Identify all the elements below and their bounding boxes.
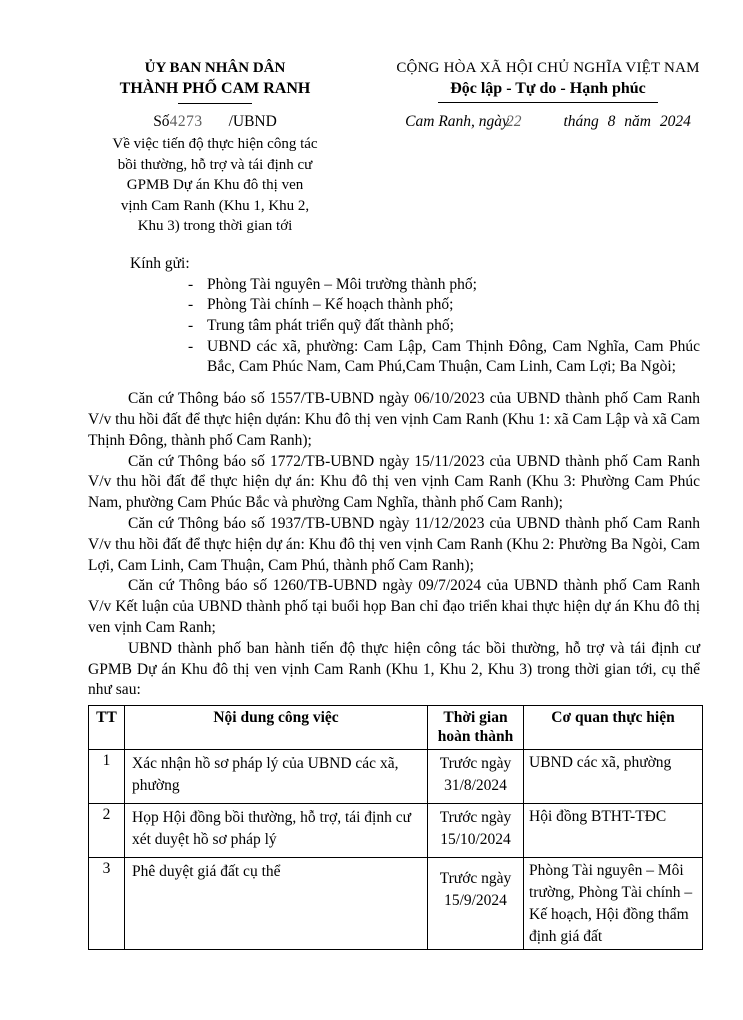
recipient-text: Phòng Tài chính – Kế hoạch thành phố; [207, 296, 454, 314]
header-divider-left [178, 103, 252, 104]
recipient-item [88, 337, 700, 378]
list-dash: - [188, 296, 194, 314]
document-number-prefix: Số [153, 113, 170, 130]
legal-basis-paragraph: Căn cứ Thông báo số 1937/TB-UBND ngày 11/12/2023 của UBND thành phố Cam Ranh V/v thu hồi đất để thực hiện dự án: Khu đô thị ven vịnh Cam Ranh (Khu 2: Phường Ba Ngòi, Cam Lợi, Cam Linh, Cam Thuận, Cam Phú, thành phố Cam Ranh); [88, 514, 700, 574]
document-number-line [62, 111, 368, 132]
recipient-item [88, 275, 700, 296]
issuing-authority-city: THÀNH PHỐ CAM RANH [119, 80, 311, 97]
list-dash: - [188, 317, 194, 335]
table-row [89, 804, 703, 858]
recipient-item [88, 316, 700, 337]
place-date-line [372, 111, 724, 132]
cell-tt: 2 [89, 804, 125, 858]
body-paragraphs [88, 389, 700, 701]
legal-basis-paragraph: Căn cứ Thông báo số 1772/TB-UBND ngày 15/11/2023 của UBND thành phố Cam Ranh V/v thu hồi đất để thực hiện dự án: Khu đô thị ven vịnh Cam Ranh (Khu 3: Phường Cam Phúc Nam, phường Cam Phúc Bắc và phường Cam Nghĩa, thành phố Cam Ranh); [88, 452, 700, 512]
date-stamp: 22 [505, 113, 522, 130]
column-header-deadline: Thời gian hoàn thành [428, 706, 524, 750]
recipient-text: Trung tâm phát triển quỹ đất thành phố; [207, 317, 454, 335]
cell-agency: Phòng Tài nguyên – Môi trường, Phòng Tài chính – Kế hoạch, Hội đồng thẩm định giá đất [524, 858, 703, 950]
cell-tt: 1 [89, 750, 125, 804]
cell-deadline: Trước ngày 31/8/2024 [428, 750, 524, 804]
national-header-block [372, 58, 724, 237]
issuing-authority-block [62, 58, 368, 237]
cell-deadline: Trước ngày 15/9/2024 [428, 858, 524, 950]
salutation-label: Kính gửi: [130, 254, 190, 272]
header-divider-right [438, 102, 658, 103]
column-header-task: Nội dung công việc [125, 706, 428, 750]
legal-basis-paragraph: Căn cứ Thông báo số 1260/TB-UBND ngày 09/7/2024 của UBND thành phố Cam Ranh V/v Kết luận của UBND thành phố tại buổi họp Ban chỉ đạo triển khai thực hiện dự án Khu đô thị ven vịnh Cam Ranh; [88, 577, 700, 636]
cell-task: Họp Hội đồng bồi thường, hỗ trợ, tái định cư xét duyệt hồ sơ pháp lý [125, 804, 428, 858]
list-dash: - [188, 337, 194, 355]
subject-line: bồi thường, hỗ trợ và tái định cư [117, 156, 313, 173]
national-motto: Độc lập - Tự do - Hạnh phúc [450, 80, 646, 97]
document-body [88, 254, 700, 950]
subject-line: GPMB Dự án Khu đô thị ven [126, 177, 304, 194]
legal-basis-paragraph: Căn cứ Thông báo số 1557/TB-UBND ngày 06/10/2023 của UBND thành phố Cam Ranh V/v thu hồi đất để thực hiện dựán: Khu đô thị ven vịnh Cam Ranh (Khu 1: xã Cam Lập và xã Cam Thịnh Đông, thành phố Cam Ranh); [88, 390, 700, 449]
column-header-tt: TT [89, 706, 125, 750]
subject-line: vịnh Cam Ranh (Khu 1, Khu 2, [120, 197, 310, 214]
cell-agency: UBND các xã, phường [524, 750, 703, 804]
recipient-text: Phòng Tài nguyên – Môi trường thành phố; [207, 275, 477, 293]
table-row [89, 858, 703, 950]
date-prefix: Cam Ranh, ngày [405, 113, 509, 130]
cell-tt: 3 [89, 858, 125, 950]
recipient-list [88, 275, 700, 379]
subject-line: Về việc tiến độ thực hiện công tác [112, 136, 318, 152]
cell-task: Phê duyệt giá đất cụ thể [125, 858, 428, 950]
list-dash: - [188, 275, 194, 293]
recipient-text: UBND các xã, phường: Cam Lập, Cam Thịnh Đông, Cam Nghĩa, Cam Phúc Bắc, Cam Phúc Nam, Cam Phú,Cam Thuận, Cam Linh, Cam Lợi; Ba Ngòi; [207, 337, 700, 376]
cell-agency: Hội đồng BTHT-TĐC [524, 804, 703, 858]
document-header [0, 0, 743, 237]
column-header-agency: Cơ quan thực hiện [524, 706, 703, 750]
issuing-authority-name: ỦY BAN NHÂN DÂN [144, 60, 286, 76]
document-subject [62, 134, 368, 237]
schedule-table [88, 705, 703, 950]
table-row [89, 750, 703, 804]
intro-paragraph: UBND thành phố ban hành tiến độ thực hiện công tác bồi thường, hỗ trợ và tái định cư GPMB Dự án Khu đô thị ven vịnh Cam Ranh (Khu 1, Khu 2, Khu 3) trong thời gian tới, cụ thể như sau: [88, 639, 700, 699]
document-number-stamp: 4273 [169, 113, 203, 130]
table-header-row [89, 706, 703, 750]
subject-line: Khu 3) trong thời gian tới [137, 218, 293, 235]
date-suffix: tháng 8 năm 2024 [563, 113, 691, 130]
cell-deadline: Trước ngày 15/10/2024 [428, 804, 524, 858]
cell-task: Xác nhận hồ sơ pháp lý của UBND các xã, phường [125, 750, 428, 804]
recipient-item [88, 295, 700, 316]
document-number-suffix: /UBND [228, 113, 277, 130]
national-title: CỘNG HÒA XÃ HỘI CHỦ NGHĨA VIỆT NAM [396, 60, 700, 76]
